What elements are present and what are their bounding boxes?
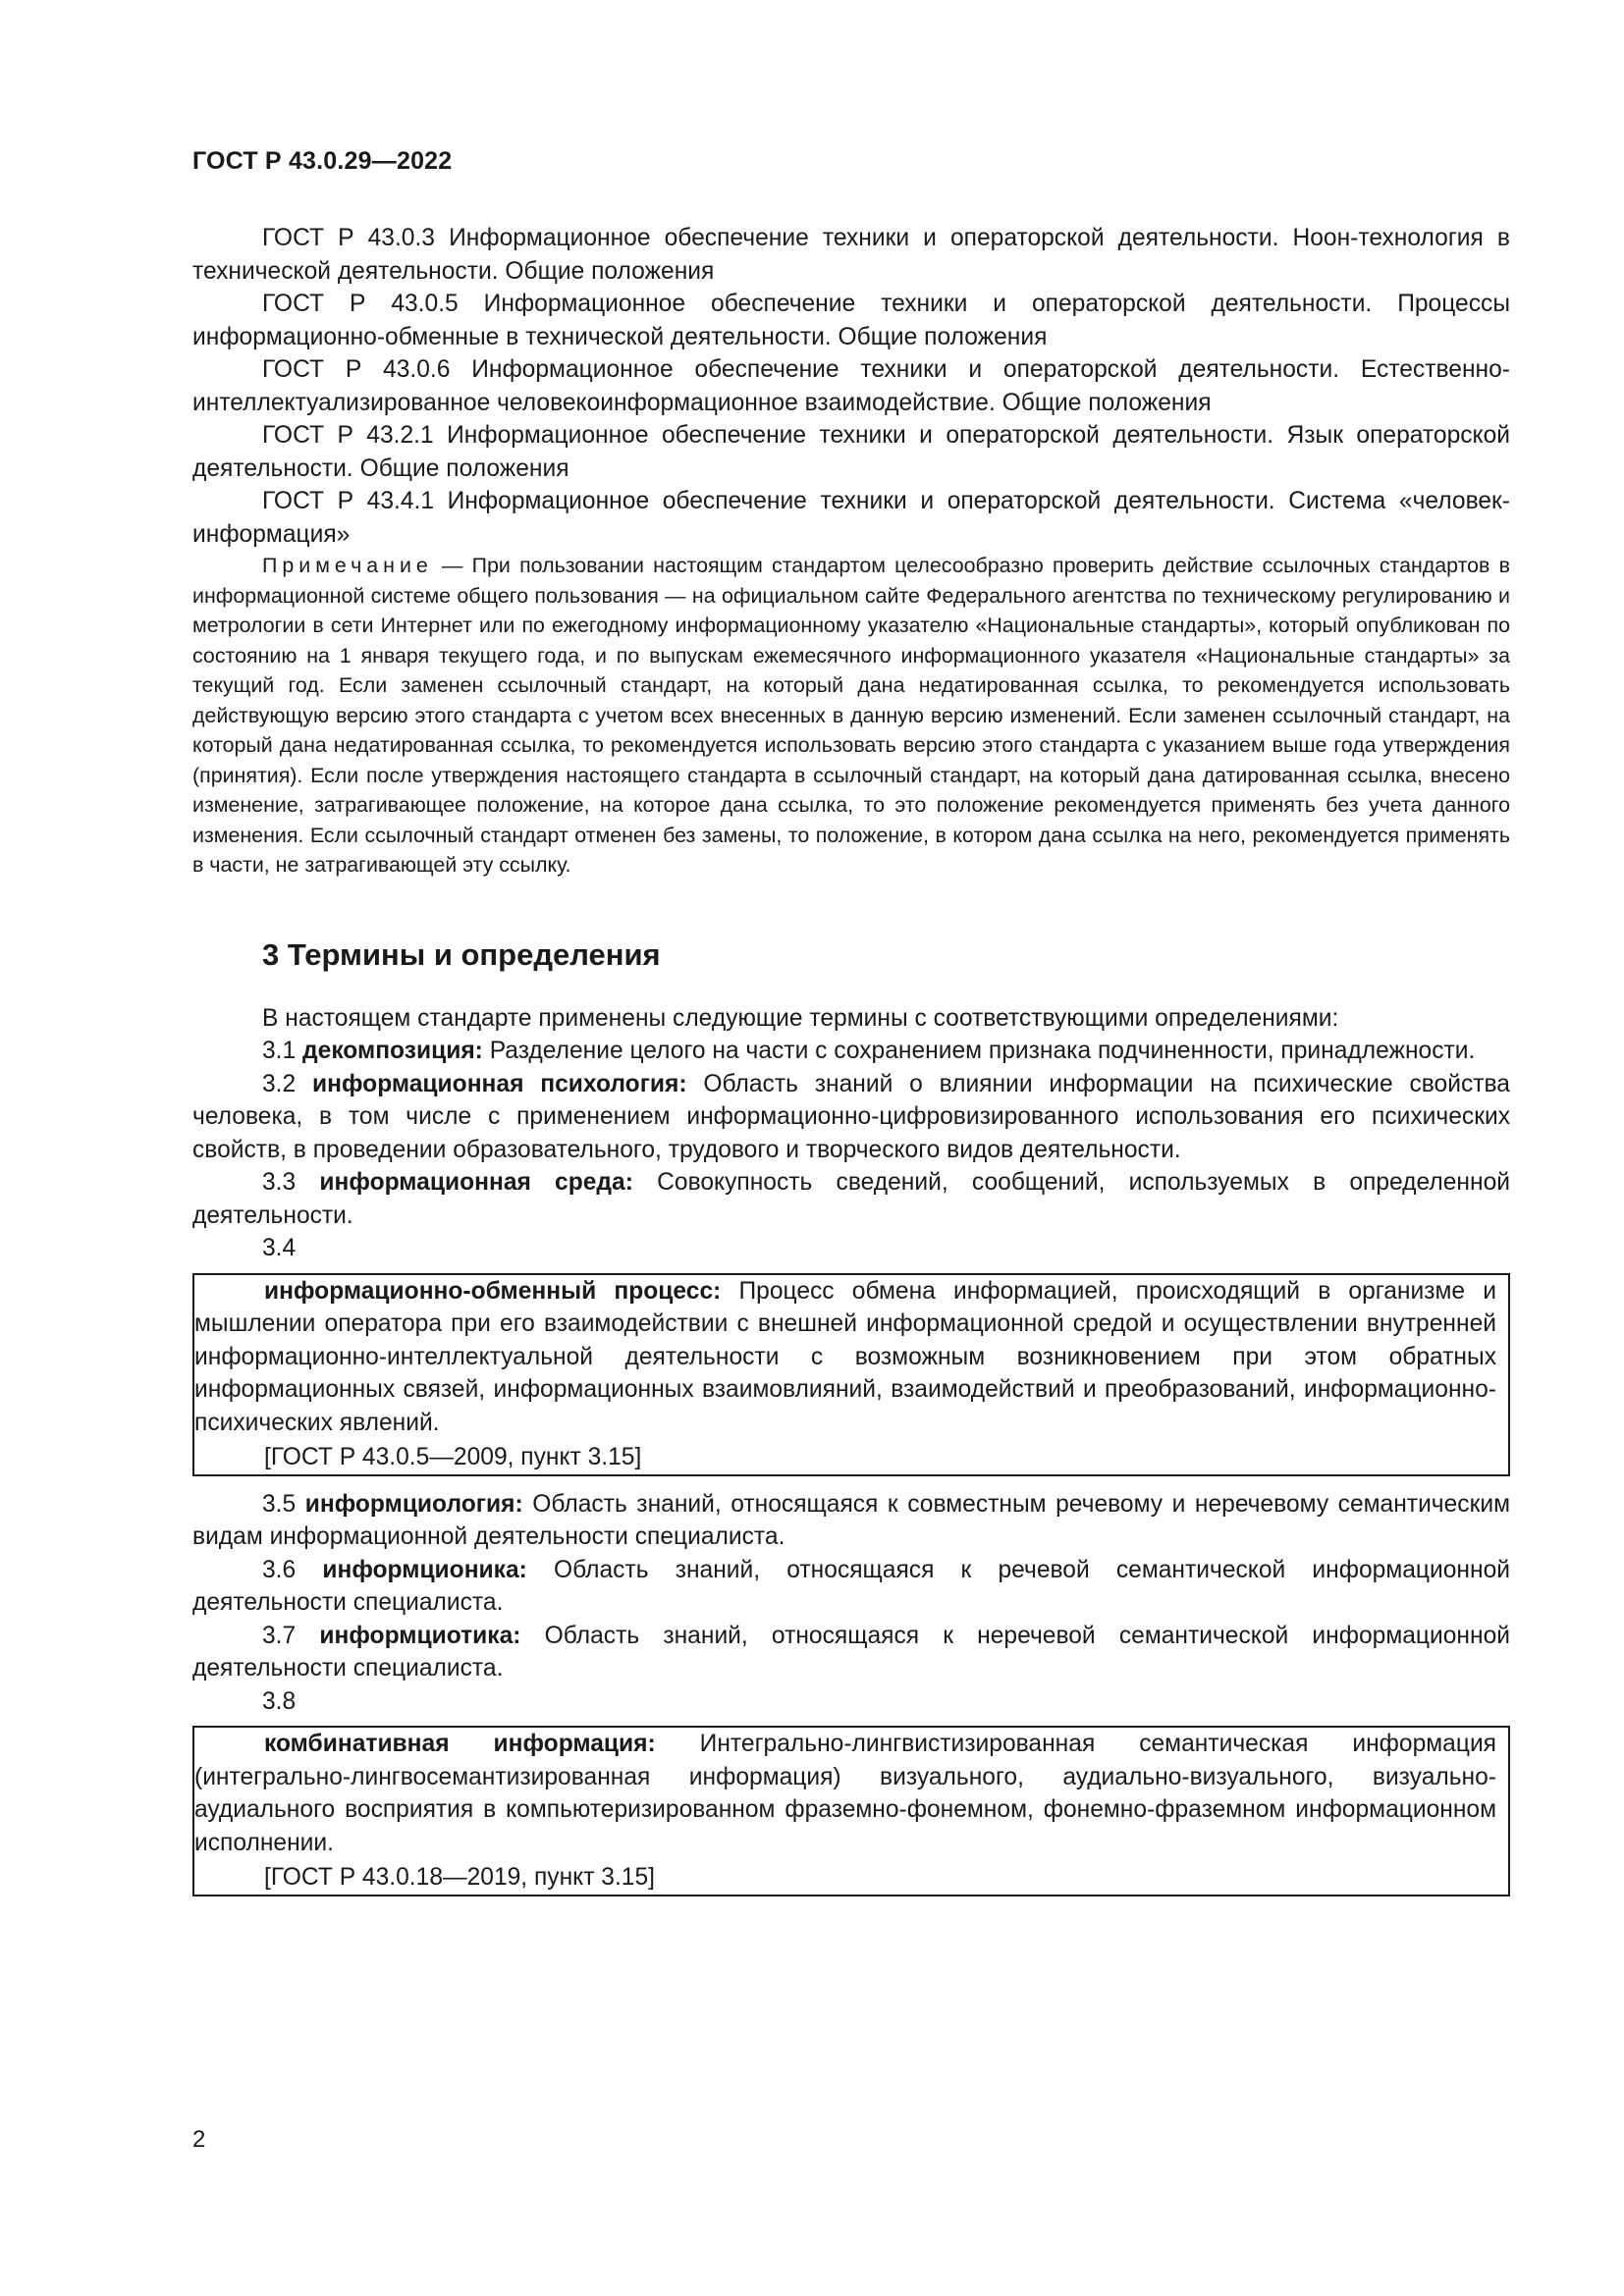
term-entry: [192, 1166, 1510, 1232]
term-number: 3.2: [262, 1070, 312, 1097]
term-definition: Область знаний, относящаяся к речевой семантической информационной деятельности специалиста.: [192, 1556, 1510, 1616]
reference-item: ГОСТ Р 43.0.5 Информационное обеспечение техники и операторской деятельности. Процессы информационно-обменные в технической деятельности. Общие положения: [192, 291, 1510, 350]
note-paragraph: [192, 551, 1510, 881]
document-header: ГОСТ Р 43.0.29—2022: [192, 147, 453, 175]
section-intro: В настоящем стандарте применены следующие термины с соответствующими определениями:: [262, 1004, 1339, 1032]
term-name: информциология:: [304, 1490, 523, 1518]
term-definition: Разделение целого на части с сохранением признака подчиненности, принадлежности.: [482, 1038, 1476, 1064]
term-number-line: 3.4: [262, 1235, 297, 1261]
term-number-line: 3.8: [262, 1687, 297, 1715]
quoted-term-box: [192, 1273, 1510, 1476]
reference-item: ГОСТ Р 43.2.1 Информационное обеспечение техники и операторской деятельности. Язык операторской деятельности. Общие положения: [192, 422, 1510, 482]
term-entry: [192, 1488, 1510, 1554]
reference-item: ГОСТ Р 43.4.1 Информационное обеспечение техники и операторской деятельности. Система «человек-информация»: [192, 488, 1510, 548]
term-name: информационная психология:: [312, 1070, 687, 1097]
term-source: [ГОСТ Р 43.0.18—2019, пункт 3.15]: [264, 1864, 655, 1891]
normative-references: [192, 222, 1510, 551]
reference-item: ГОСТ Р 43.0.3 Информационное обеспечение техники и операторской деятельности. Ноон-технология в технической деятельности. Общие положения: [192, 225, 1510, 285]
term-definition: Процесс обмена информацией, происходящий в организме и мышлении оператора при его взаимодействии с внешней информационной средой и осуществлении внутренней информационно-интеллектуальной деятельности с возможным возникновением при этом обратных информационных связей, информационных взаимовлияний, взаимодействий и преобразований, информационно-психических явлений.: [194, 1277, 1496, 1436]
term-entry: [192, 1554, 1510, 1620]
page-number: 2: [192, 2126, 206, 2153]
term-definition: Область знаний, относящаяся к неречевой семантической информационной деятельности специалиста.: [192, 1622, 1510, 1682]
term-number: 3.6: [262, 1556, 323, 1583]
reference-item: ГОСТ Р 43.0.6 Информационное обеспечение техники и операторской деятельности. Естественно-интеллектуализированное человекоинформационное взаимодействие. Общие положения: [192, 356, 1510, 416]
term-definition: Область знаний о влиянии информации на психические свойства человека, в том числе с применением информационно-цифровизированного использования его психических свойств, в проведении образовательного, трудового и творческого видов деятельности.: [192, 1070, 1510, 1163]
term-entry: [194, 1728, 1496, 1859]
term-number: 3.1: [262, 1038, 303, 1064]
term-entry: [192, 1620, 1510, 1685]
term-name: информационно-обменный процесс:: [264, 1277, 722, 1305]
term-entry: [192, 1068, 1510, 1167]
term-definition: Интегрально-лингвистизированная семантическая информация (интегрально-лингвосемантизированная информация) визуального, аудиально-визуального, визуально-аудиального восприятия в компьютеризированном фраземно-фонемном, фонемно-фраземном информационном исполнении.: [194, 1731, 1497, 1856]
term-name: комбинативная информация:: [264, 1731, 656, 1757]
term-definition: Совокупность сведений, сообщений, используемых в определенной деятельности.: [192, 1169, 1510, 1229]
term-number: 3.7: [262, 1622, 320, 1649]
term-name: информционика:: [322, 1556, 527, 1583]
quoted-term-box: [192, 1726, 1510, 1896]
term-name: информационная среда:: [319, 1169, 633, 1196]
term-entry: [194, 1275, 1496, 1440]
term-number: 3.3: [262, 1169, 320, 1196]
term-number: 3.5: [262, 1490, 305, 1518]
term-name: декомпозиция:: [302, 1038, 483, 1064]
term-definition: Область знаний, относящаяся к совместным речевому и неречевому семантическим видам информационной деятельности специалиста.: [192, 1490, 1510, 1550]
note-text: — При пользовании настоящим стандартом целесообразно проверить действие ссылочных стандартов в информационной системе общего пользования — на официальном сайте Федерального агентства по техническому регулированию и метрологии в сети Интернет или по ежегодному информационному указателю «Национальные стандарты», который опубликован по состоянию на 1 января текущего года, и по выпускам ежемесячного информационного указателя «Национальные стандарты» за текущий год. Если заменен ссылочный стандарт, на который дана недатированная ссылка, то рекомендуется использовать действующую версию этого стандарта с учетом всех внесенных в данную версию изменений. Если заменен ссылочный стандарт, на который дана недатированная ссылка, то рекомендуется использовать версию этого стандарта с указанием выше года утверждения (принятия). Если после утверждения настоящего стандарта в ссылочный стандарт, на который дана датированная ссылка, внесено изменение, затрагивающее положение, на которое дана ссылка, то это положение рекомендуется применять без учета данного изменения. Если ссылочный стандарт отменен без замены, то положение, в котором дана ссылка на него, рекомендуется применять в части, не затрагивающей эту ссылку.: [192, 554, 1510, 877]
term-entry: [192, 1035, 1510, 1068]
document-body: [192, 222, 1510, 1908]
section-title: 3 Термины и определения: [262, 936, 661, 972]
note-label: Примечание: [262, 554, 433, 577]
term-source: [ГОСТ Р 43.0.5—2009, пункт 3.15]: [264, 1444, 642, 1470]
term-name: информциотика:: [319, 1622, 521, 1649]
